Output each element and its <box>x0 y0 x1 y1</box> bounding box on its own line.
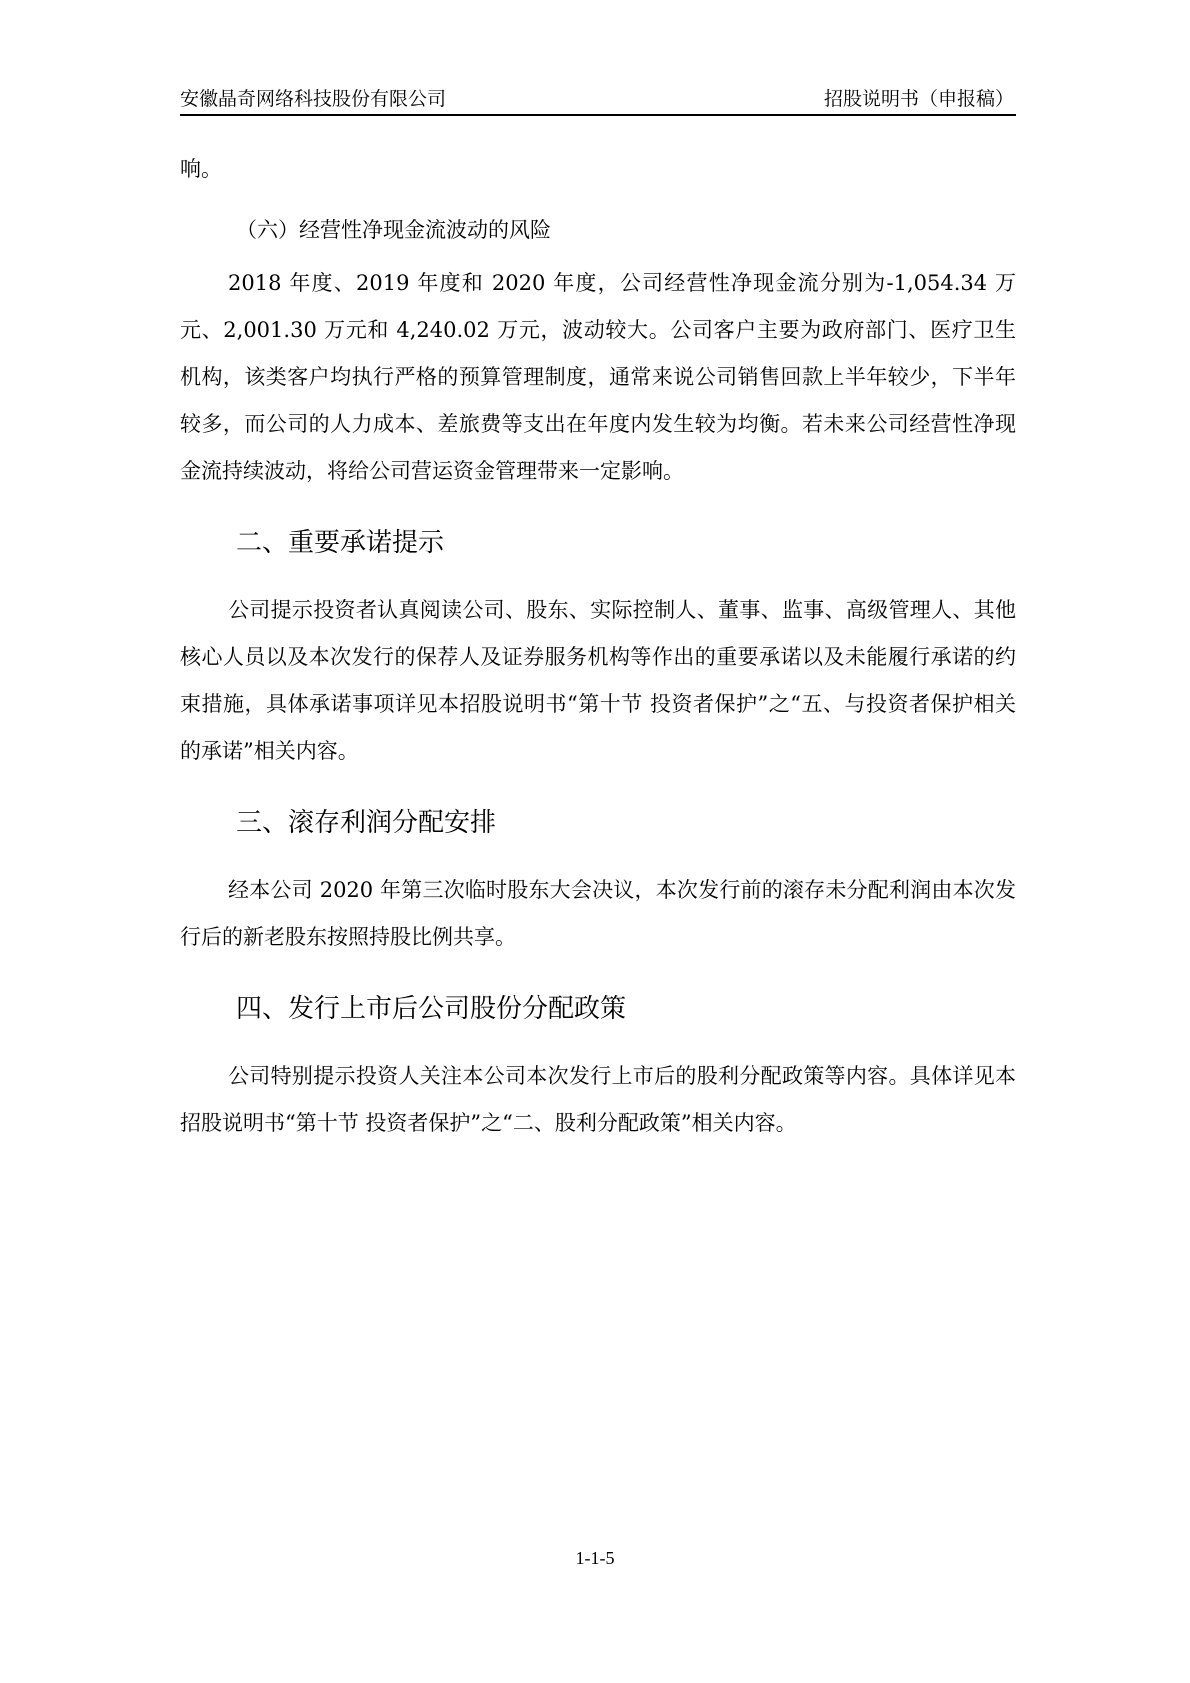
header-document-title: 招股说明书（申报稿） <box>823 88 1014 110</box>
section-heading-retained-profit: 三、滚存利润分配安排 <box>236 808 497 838</box>
header-company-name: 安徽晶奇网络科技股份有限公司 <box>180 88 447 110</box>
section-heading-dividend-policy: 四、发行上市后公司股份分配政策 <box>236 994 627 1024</box>
page-number: 1-1-5 <box>575 1548 615 1568</box>
retained-profit-paragraph: 经本公司 2020 年第三次临时股东大会决议，本次发行前的滚存未分配利润由本次发行后的新老股东按照持股比例共享。 <box>180 878 1016 949</box>
page-body <box>180 146 1016 1147</box>
continuation-text: 响。 <box>180 157 222 181</box>
section-heading-commitments: 二、重要承诺提示 <box>236 528 445 558</box>
page-header <box>180 84 1016 116</box>
risk-paragraph: 2018 年度、2019 年度和 2020 年度，公司经营性净现金流分别为-1,054.34 万元、2,001.30 万元和 4,240.02 万元，波动较大。公司客户主要为政府部门、医疗卫生机构，该类客户均执行严格的预算管理制度，通常来说公司销售回款上半年较少，下半年较多，而公司的人力成本、差旅费等支出在年度内发生较为均衡。若未来公司经营性净现金流持续波动，将给公司营运资金管理带来一定影响。 <box>180 271 1016 483</box>
risk-subheading: （六）经营性净现金流波动的风险 <box>236 218 551 242</box>
commitments-paragraph: 公司提示投资者认真阅读公司、股东、实际控制人、董事、监事、高级管理人、其他核心人员以及本次发行的保荐人及证券服务机构等作出的重要承诺以及未能履行承诺的约束措施，具体承诺事项详见本招股说明书“第十节 投资者保护”之“五、与投资者保护相关的承诺”相关内容。 <box>180 598 1016 763</box>
dividend-policy-paragraph: 公司特别提示投资人关注本公司本次发行上市后的股利分配政策等内容。具体详见本招股说明书“第十节 投资者保护”之“二、股利分配政策”相关内容。 <box>180 1064 1016 1135</box>
